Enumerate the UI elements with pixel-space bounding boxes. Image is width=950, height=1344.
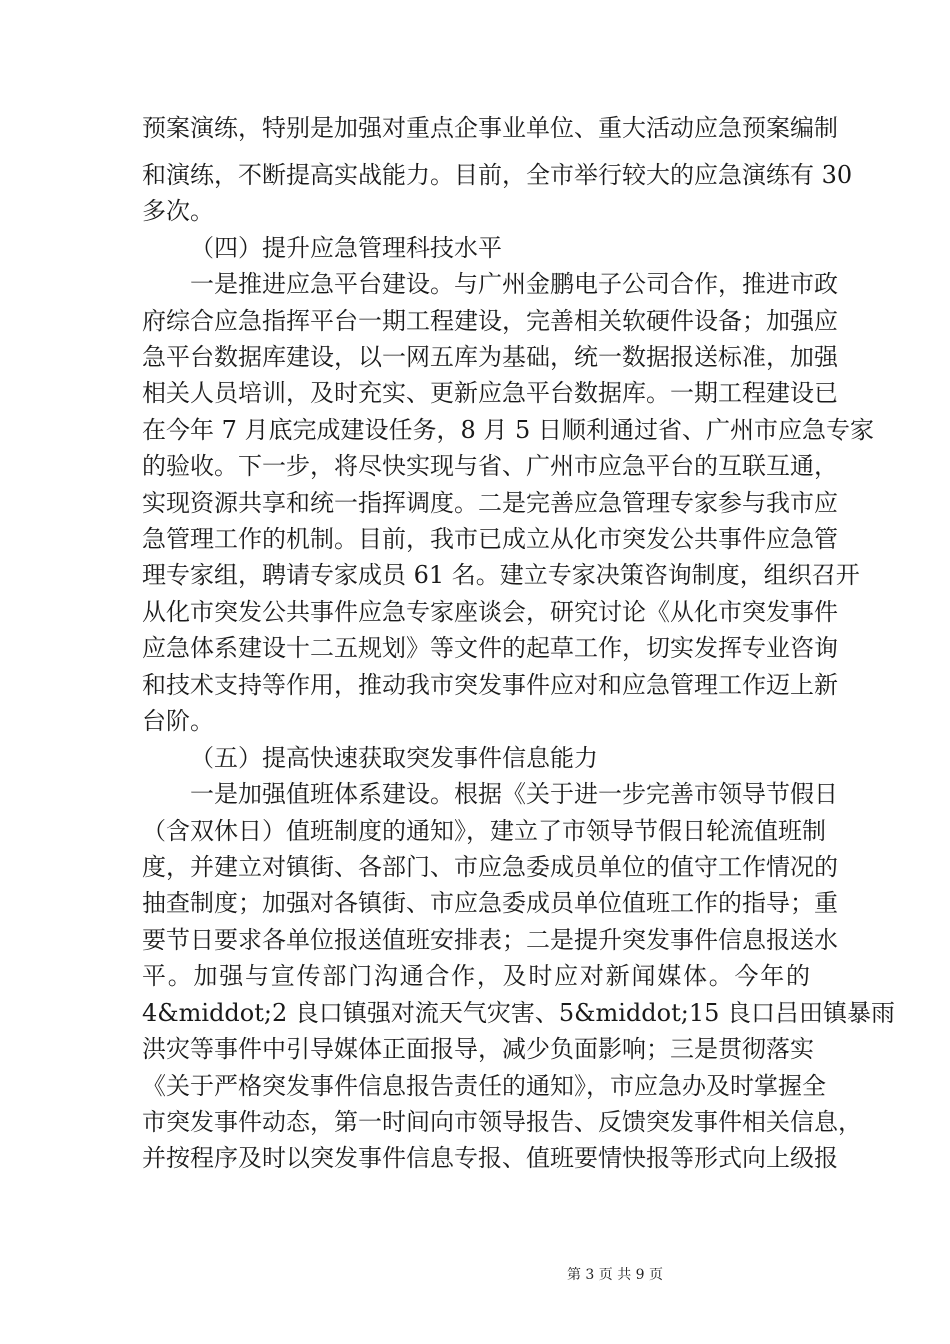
body-text-line: 并按程序及时以突发事件信息专报、值班要情快报等形式向上级报 xyxy=(142,1144,838,1172)
body-text-line: 多次。 xyxy=(142,197,214,225)
body-text-line: 抽查制度；加强对各镇街、市应急委成员单位值班工作的指导；重 xyxy=(142,889,838,917)
body-text-line: 应急体系建设十二五规划》等文件的起草工作，切实发挥专业咨询 xyxy=(142,634,838,662)
body-text-line: 急平台数据库建设，以一网五库为基础，统一数据报送标准，加强 xyxy=(142,343,838,371)
body-text-line: 度，并建立对镇街、各部门、市应急委成员单位的值守工作情况的 xyxy=(142,853,838,881)
body-text-line: 从化市突发公共事件应急专家座谈会，研究讨论《从化市突发事件 xyxy=(142,598,838,626)
body-text-line: 洪灾等事件中引导媒体正面报导，减少负面影响；三是贯彻落实 xyxy=(142,1035,814,1063)
section-heading-5: （五）提高快速获取突发事件信息能力 xyxy=(190,744,598,772)
body-text-line: 一是推进应急平台建设。与广州金鹏电子公司合作，推进市政 xyxy=(190,270,838,298)
body-text-line: 一是加强值班体系建设。根据《关于进一步完善市领导节假日 xyxy=(190,780,838,808)
body-text-line: 台阶。 xyxy=(142,707,214,735)
body-text-line: 《关于严格突发事件信息报告责任的通知》，市应急办及时掌握全 xyxy=(142,1072,826,1100)
body-text-line: 急管理工作的机制。目前，我市已成立从化市突发公共事件应急管 xyxy=(142,525,838,553)
body-text-line: 预案演练，特别是加强对重点企事业单位、重大活动应急预案编制 xyxy=(142,114,838,142)
page-number-footer: 第 3 页 共 9 页 xyxy=(566,1267,664,1283)
body-text-line: 和技术支持等作用，推动我市突发事件应对和应急管理工作迈上新 xyxy=(142,671,838,699)
body-text-line: 理专家组，聘请专家成员 61 名。建立专家决策咨询制度，组织召开 xyxy=(142,561,860,589)
body-text-line: 要节日要求各单位报送值班安排表；二是提升突发事件信息报送水 xyxy=(142,926,838,954)
body-text-line: 的验收。下一步，将尽快实现与省、广州市应急平台的互联互通， xyxy=(142,452,838,480)
body-text-line: 市突发事件动态，第一时间向市领导报告、反馈突发事件相关信息， xyxy=(142,1108,862,1136)
body-text-line: （含双休日）值班制度的通知》，建立了市领导节假日轮流值班制 xyxy=(142,817,826,845)
body-text-line: 府综合应急指挥平台一期工程建设，完善相关软硬件设备；加强应 xyxy=(142,307,838,335)
body-text-line: 平。加强与宣传部门沟通合作，及时应对新闻媒体。今年的 xyxy=(142,962,810,990)
body-text-line: 相关人员培训，及时充实、更新应急平台数据库。一期工程建设已 xyxy=(142,379,838,407)
body-text-line: 和演练，不断提高实战能力。目前，全市举行较大的应急演练有 30 xyxy=(142,161,853,189)
body-text-line: 实现资源共享和统一指挥调度。二是完善应急管理专家参与我市应 xyxy=(142,489,838,517)
section-heading-4: （四）提升应急管理科技水平 xyxy=(190,234,502,262)
body-text-line: 4&middot;2 良口镇强对流天气灾害、5&middot;15 良口吕田镇暴雨 xyxy=(142,999,896,1027)
body-text-line: 在今年 7 月底完成建设任务，8 月 5 日顺利通过省、广州市应急专家 xyxy=(142,416,874,444)
